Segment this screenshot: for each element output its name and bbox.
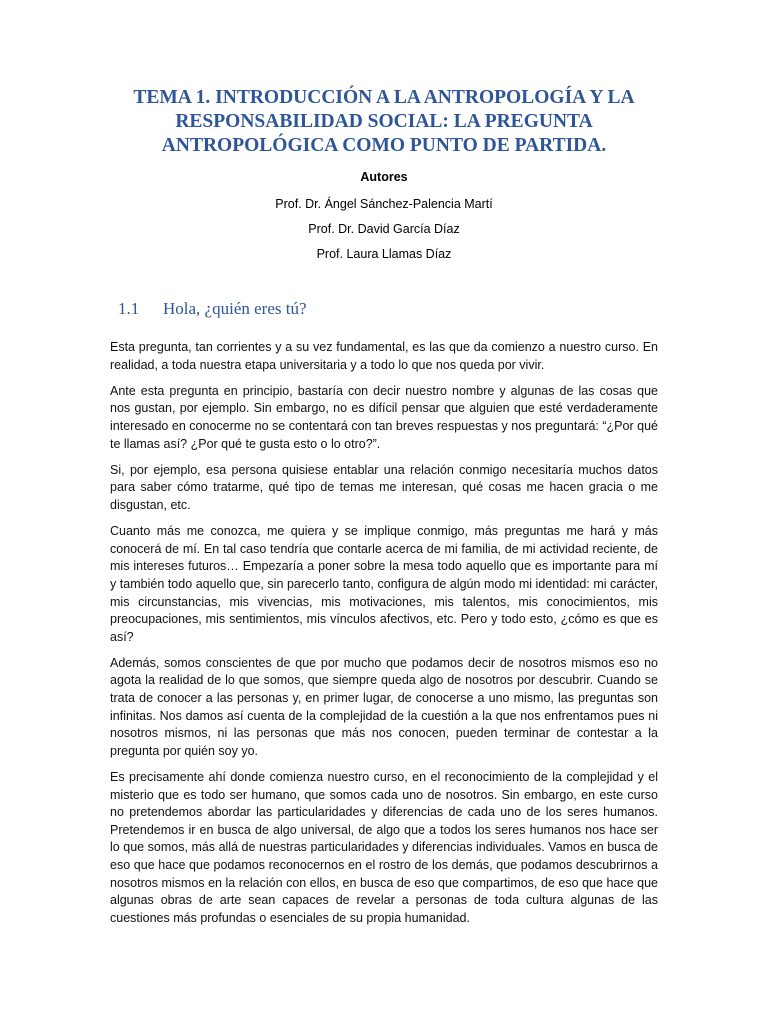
author-name: Prof. Laura Llamas Díaz [316,247,452,261]
paragraph: Es precisamente ahí donde comienza nuestro curso, en el reconocimiento de la complejidad y el misterio que es todo ser humano, que somos cada uno de nosotros. Sin embargo, en este curso no pretendemos abordar las particularidades y diferencias de cada uno de los seres humanos. Pretendemos ir en busca de algo universal, de algo que a todos los seres humanos nos hace ser lo que somos, más allá de nuestras particularidades y diferencias individuales. Vamos en busca de eso que hace que podamos reconocernos en el rostro de los demás, que podamos descubrirnos a nosotros mismos en la relación con ellos, en busca de eso que compartimos, de eso que hace que algunas obras de arte sean capaces de revelar a personas de toda cultura algunas de las cuestiones más profundas o esenciales de su propia humanidad. [110,770,658,925]
paragraph: Además, somos conscientes de que por mucho que podamos decir de nosotros mismos eso no agota la realidad de lo que somos, que siempre queda algo de nosotros por descubrir. Cuando se trata de conocer a las personas y, en primer lugar, de conocerse a uno mismo, las preguntas son infinitas. Nos damos así cuenta de la complejidad de la cuestión a la que nos enfrentamos pues ni nosotros mismos, ni las personas que más nos conocen, pueden terminar de contestar a la pregunta por quién soy yo. [110,655,658,758]
authors-heading: Autores [360,170,408,184]
paragraph: Ante esta pregunta en principio, bastaría con decir nuestro nombre y algunas de las cosas que nos gustan, por ejemplo. Sin embargo, no es difícil pensar que alguien que esté verdaderamente interesado en conocerme no se contentará con tan breves respuestas y nos preguntará: “¿Por qué te llamas así? ¿Por qué te gusta esto o lo otro?”. [110,383,658,451]
author-name: Prof. Dr. Ángel Sánchez-Palencia Martí [275,197,493,211]
section-heading [118,299,307,319]
document-title: TEMA 1. INTRODUCCIÓN A LA ANTROPOLOGÍA Y LA RESPONSABILIDAD SOCIAL: LA PREGUNTA ANTROPOLÓGICA COMO PUNTO DE PARTIDA. [133,87,635,156]
body-text [110,339,658,936]
section-title: Hola, ¿quién eres tú? [163,299,307,318]
paragraph: Cuanto más me conozca, me quiera y se implique conmigo, más preguntas me hará y más conocerá de mí. En tal caso tendría que contarle acerca de mi familia, de mi actividad reciente, de mis intereses futuros… Empezaría a poner sobre la mesa todo aquello que es importante para mí y también todo aquello que, sin parecerlo tanto, configura de algún modo mi identidad: mi carácter, mis circunstancias, mis vivencias, mis motivaciones, mis talentos, mis conocimientos, mis preocupaciones, mis sentimientos, mis vínculos afectivos, etc. Pero y todo esto, ¿cómo es que es así? [110,524,658,644]
section-number: 1.1 [118,299,140,318]
author-name: Prof. Dr. David García Díaz [308,222,460,236]
paragraph: Esta pregunta, tan corrientes y a su vez fundamental, es las que da comienzo a nuestro curso. En realidad, a toda nuestra etapa universitaria y a todo lo que nos queda por vivir. [110,340,658,372]
paragraph: Si, por ejemplo, esa persona quisiese entablar una relación conmigo necesitaría muchos datos para saber cómo tratarme, qué tipo de temas me interesan, qué cosas me hacen gracia o me disgustan, etc. [110,462,658,512]
